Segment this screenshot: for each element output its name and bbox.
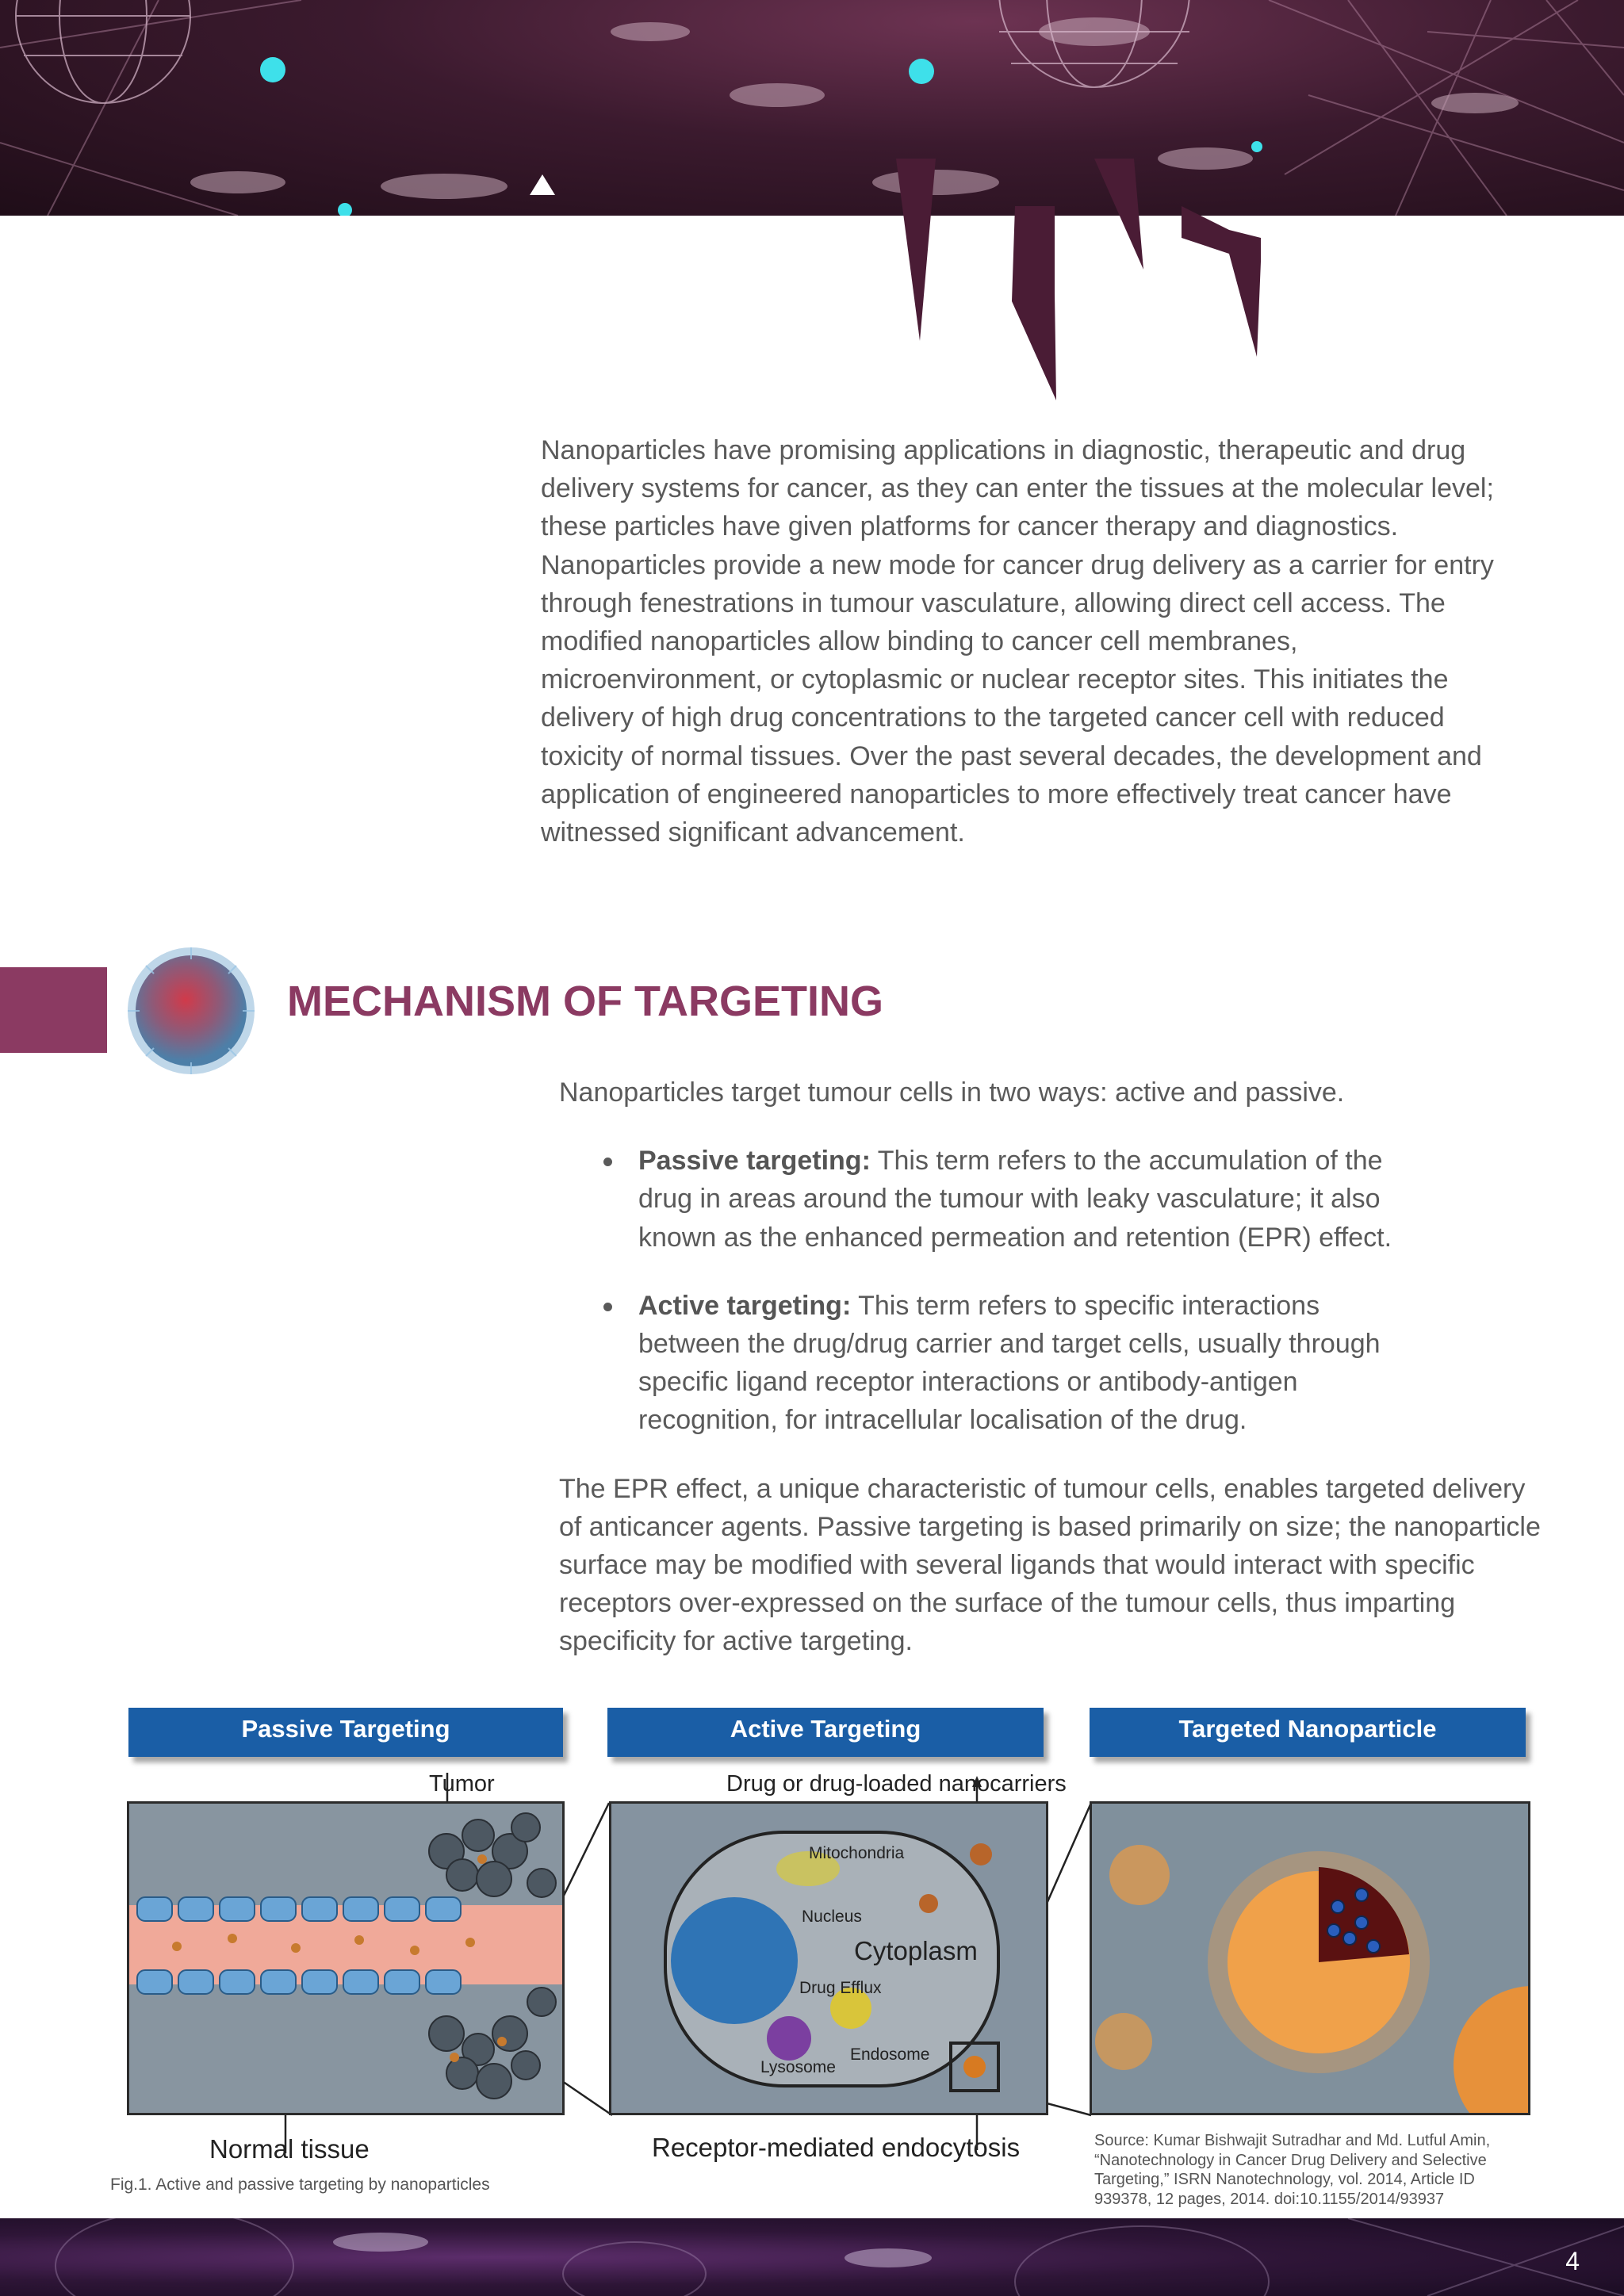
passive-targeting-panel — [127, 1801, 565, 2115]
label-cytoplasm: Cytoplasm — [854, 1936, 978, 1965]
label-normal-tissue: Normal tissue — [209, 2134, 370, 2164]
bullet-term: Passive targeting: — [638, 1146, 871, 1177]
label-endosome: Endosome — [850, 2045, 930, 2064]
section-closing: The EPR effect, a unique characteristic of tumour cells, enables targeted delivery of anticancer agents. Passive targeting is based primarily on size; the nanoparticle surface may be modified with several ligands that would interact with specific receptors over-expressed on the surface of the tumour cells, thus imparting specificity for active targeting. — [559, 1473, 1541, 1657]
bullet-term: Active targeting: — [638, 1290, 852, 1321]
label-tumor: Tumor — [429, 1771, 495, 1797]
label-receptor-endocytosis: Receptor-mediated endocytosis — [652, 2133, 1021, 2162]
bullet-text: This term refers to the accumulation of the drug in areas around the tumour with leaky vasculature; it also known as the enhanced permeation and retention (EPR) effect. — [638, 1146, 1392, 1253]
section-title: MECHANISM OF TARGETING — [287, 978, 883, 1025]
intro-paragraph: Nanoparticles have promising applications in diagnostic, therapeutic and drug delivery systems for cancer, as they can enter the tissues at the molecular level; these particles have given platforms for cancer therapy and diagnostics. Nanoparticles provide a new mode for cancer drug delivery as a carrier for entry through fenestrations in tumour vasculature, allowing direct cell access. The modified nanoparticles allow binding to cancer cell membranes, microenvironment, or cytoplasmic or nuclear receptor sites. This initiates the delivery of high drug concentrations to the targeted cancer cell with reduced toxicity of normal tissues. Over the past several decades, the development and application of engineered nanoparticles to more effectively treat cancer have witnessed significant advancement. — [541, 435, 1494, 848]
figure-header-active: Active Targeting — [607, 1708, 1044, 1757]
bullet-text: This term refers to specific interactions between the drug/drug carrier and target cells, usually through specific ligand receptor interactions or antibody-antigen recognition, for intracellular localisation of the drug. — [638, 1290, 1381, 1436]
label-nucleus: Nucleus — [802, 1908, 862, 1926]
section-lead: Nanoparticles target tumour cells in two ways: active and passive. — [559, 1077, 1345, 1108]
label-mitochondria: Mitochondria — [809, 1844, 905, 1862]
footer-banner-image — [0, 2218, 1624, 2296]
figure-header-nanoparticle: Targeted Nanoparticle — [1090, 1708, 1526, 1757]
label-lysosome: Lysosome — [760, 2058, 836, 2076]
label-drug-carriers: Drug or drug-loaded nanocarriers — [726, 1771, 1067, 1797]
label-drug-efflux: Drug Efflux — [799, 1979, 882, 1997]
targeted-nanoparticle-panel — [1090, 1801, 1530, 2115]
figure-source: Source: Kumar Bishwajit Sutradhar and Md. Lutful Amin, “Nanotechnology in Cancer Drug Delivery and Selective Targeting,” ISRN Nanotechnology, vol. 2014, Article ID 939378, 12 pages, 2014. doi:10.1155/2014/93937 — [1094, 2132, 1491, 2208]
figure-caption: Fig.1. Active and passive targeting by nanoparticles — [110, 2175, 490, 2194]
figure-header-passive: Passive Targeting — [128, 1708, 563, 1757]
page-number: 4 — [1565, 2247, 1580, 2275]
